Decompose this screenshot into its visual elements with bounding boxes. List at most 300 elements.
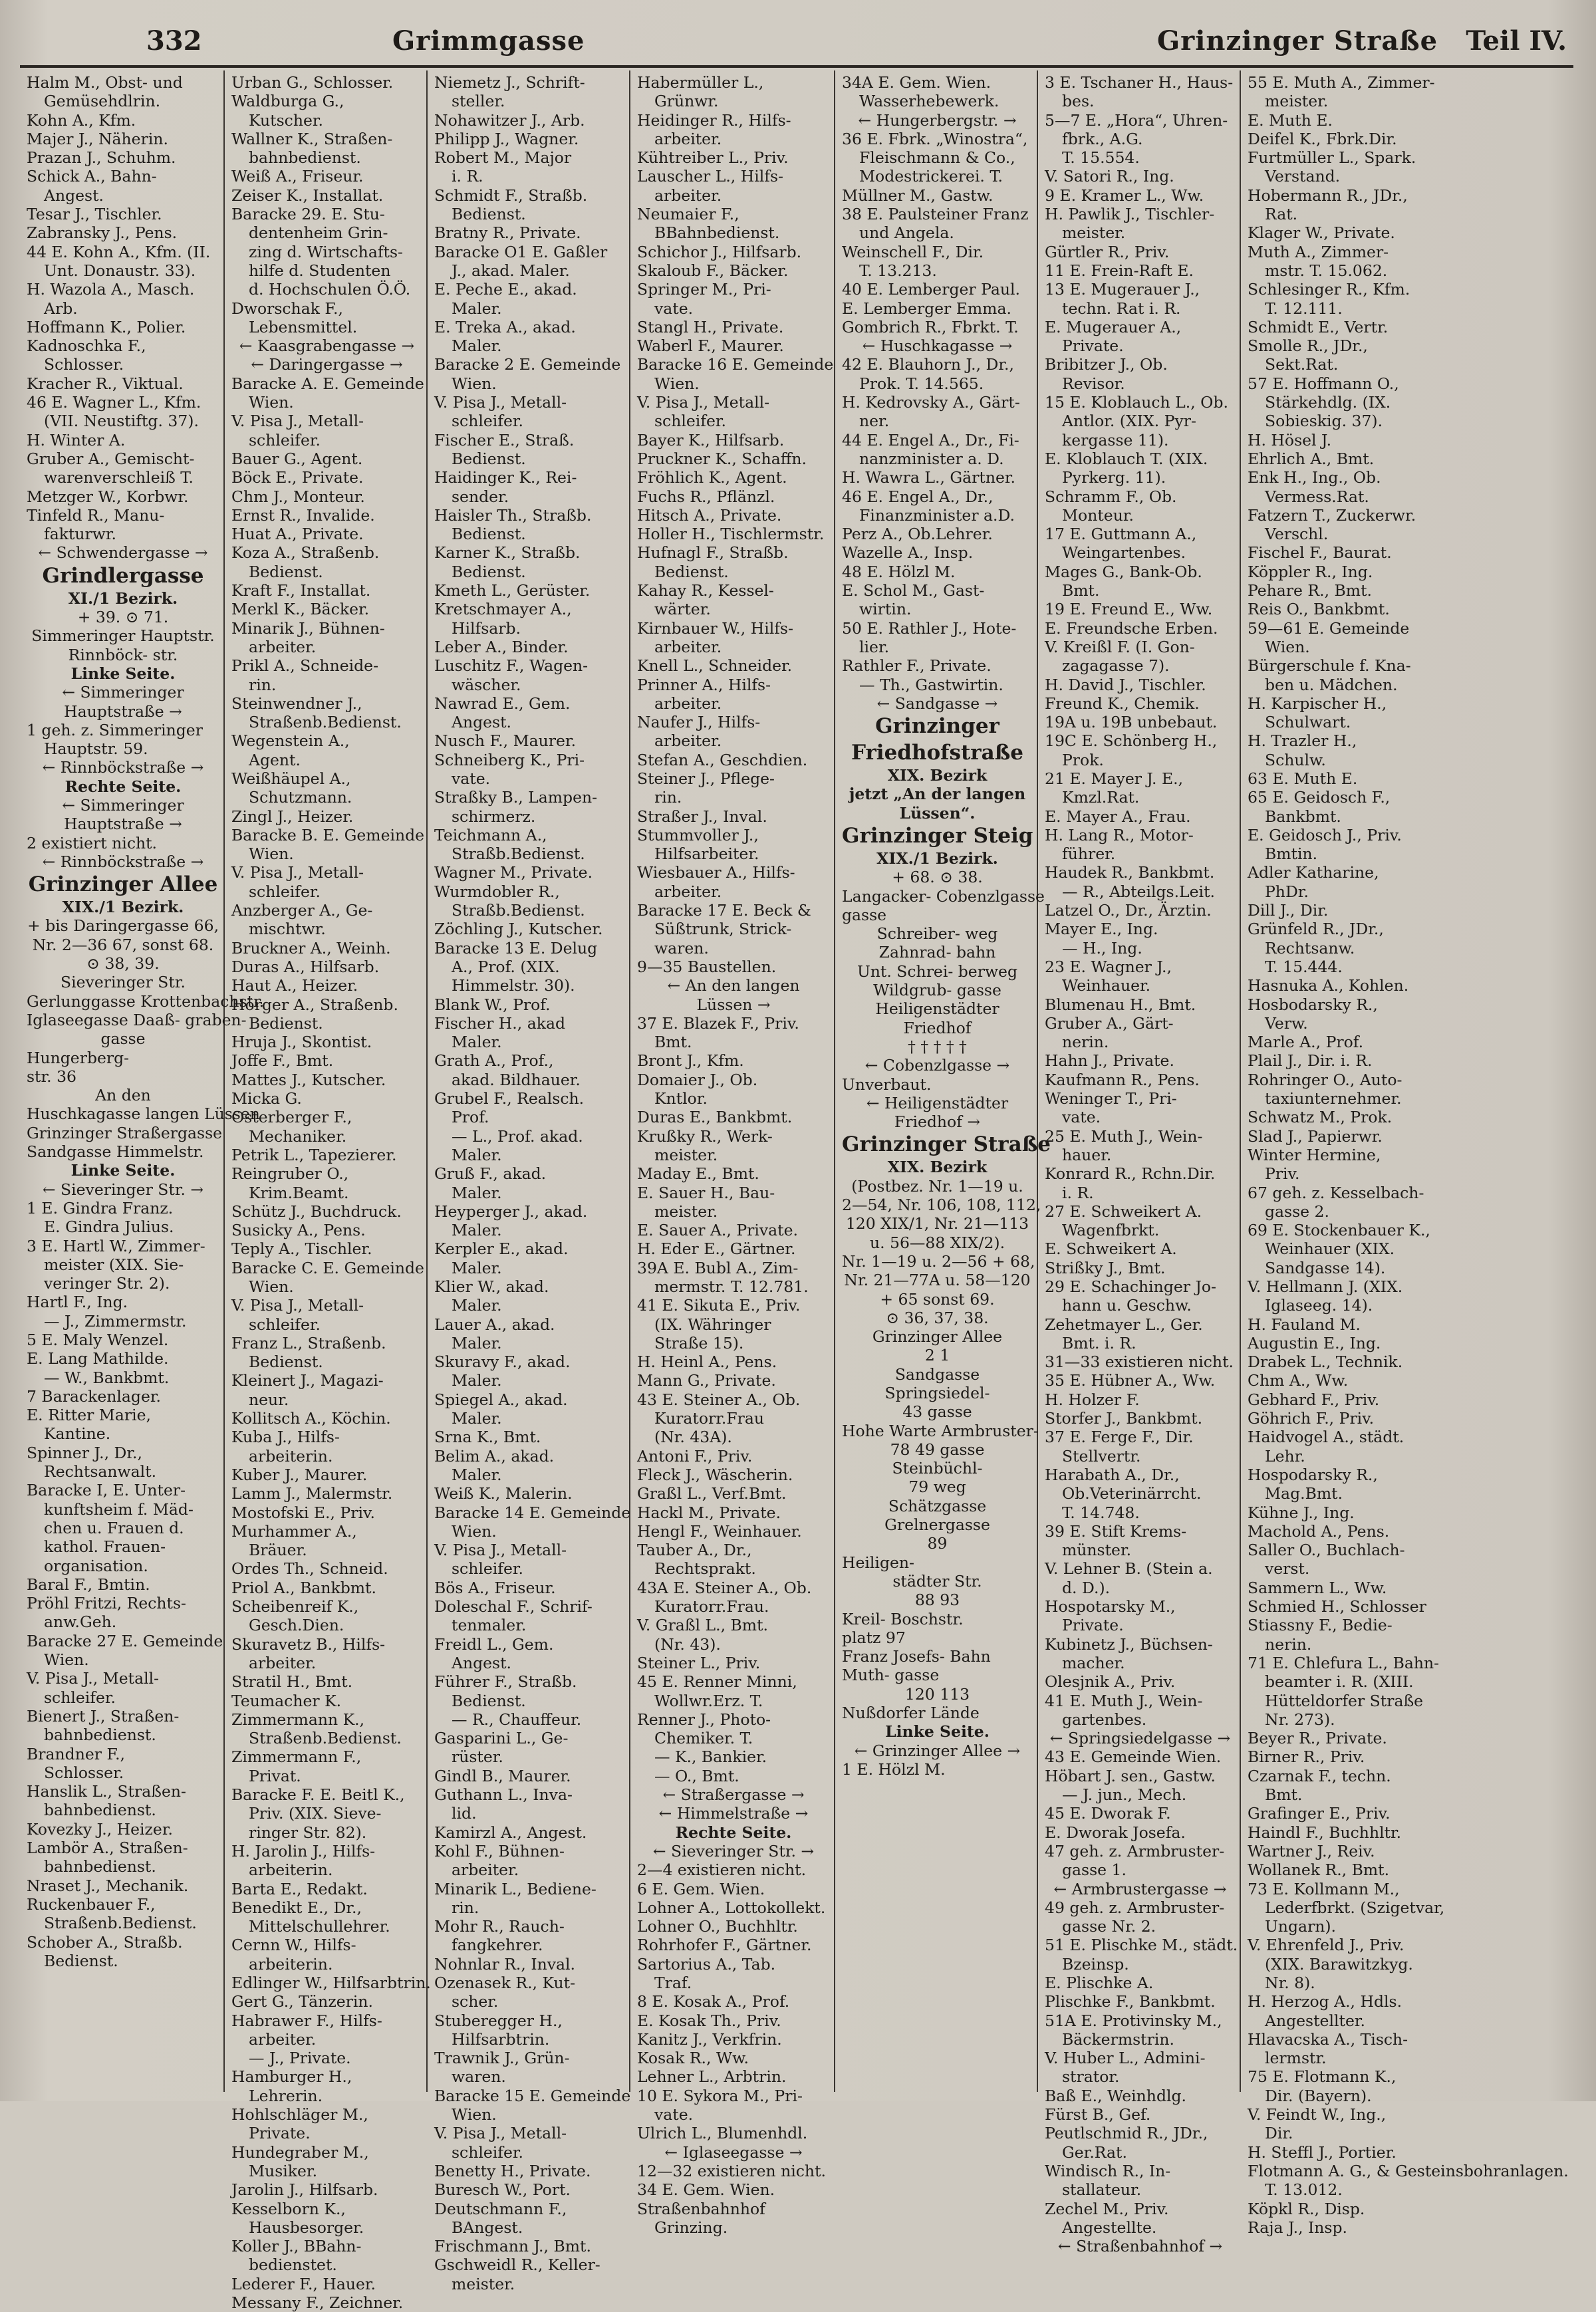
column-3 <box>428 70 631 2293</box>
entry-line: Kühtreiber L., Priv. <box>637 148 789 168</box>
entry-line: Kmeth L., Gerüster. <box>434 581 591 600</box>
entry-line: + 39. ⊙ 71. <box>77 608 169 627</box>
entry-line: Baracke I, E. Unter- <box>27 1481 186 1500</box>
entry-line: Straßenb.Bedienst. <box>249 713 402 732</box>
entry-line: Prok. <box>1062 750 1104 769</box>
entry-line: Heyperger J., akad. <box>434 1202 588 1221</box>
entry-line: 73 E. Kollmann M., <box>1248 1879 1400 1898</box>
entry-line: ⊙ 38, 39. <box>86 954 160 973</box>
entry-line: Hitsch A., Private. <box>637 505 782 525</box>
entry-line: Schichor J., Hilfsarb. <box>637 242 802 261</box>
entry-line: Stiassny F., Bedie- <box>1248 1616 1393 1635</box>
entry-line: Klier W., akad. <box>434 1277 549 1296</box>
entry-line: Hamburger H., <box>231 2067 352 2087</box>
entry-line: Mittelschullehrer. <box>249 1917 390 1936</box>
entry-line: Schlesinger R., Kfm. <box>1248 280 1410 299</box>
entry-line: schleifer. <box>452 2142 524 2162</box>
entry-line: beamter i. R. (XIII. <box>1265 1672 1414 1692</box>
entry-line: T. 13.213. <box>859 261 937 280</box>
entry-line: Verstand. <box>1265 167 1341 186</box>
entry-line: Fröhlich K., Agent. <box>637 468 787 487</box>
entry-line: Finanzminister a.D. <box>859 505 1015 525</box>
entry-line: Wien. <box>654 374 700 393</box>
entry-line: Wien. <box>452 2105 497 2124</box>
entry-line: Grubel F., Realsch. <box>434 1089 585 1108</box>
entry-line: Baracke 14 E. Gemeinde <box>434 1503 631 1522</box>
entry-line: d. D.). <box>1062 1578 1111 1597</box>
entry-line: Kuratorr.Frau. <box>654 1597 769 1616</box>
entry-line: E. Gindra Julius. <box>44 1218 174 1237</box>
entry-line: Luschitz F., Wagen- <box>434 656 589 676</box>
entry-line: Tauber A., Dr., <box>637 1541 752 1560</box>
entry-line: Drabek L., Technik. <box>1248 1352 1403 1372</box>
entry-line: Baracke 16 E. Gemeinde <box>637 355 834 374</box>
entry-line: Kreil- Boschstr. <box>842 1609 964 1628</box>
entry-line: Lauer A., akad. <box>434 1315 555 1334</box>
entry-line: scher. <box>452 1992 499 2011</box>
entry-line: Bedienst. <box>654 562 729 581</box>
entry-line: Mattes J., Kutscher. <box>231 1070 386 1089</box>
entry-line: mermstr. T. 12.781. <box>654 1277 809 1296</box>
entry-line: Bedienst. <box>249 1352 323 1372</box>
entry-line: Koller J., BBahn- <box>231 2237 362 2256</box>
entry-line: H. Eder E., Gärtner. <box>637 1239 796 1259</box>
entry-line: Latzel O., Dr., Ärztin. <box>1045 901 1212 920</box>
entry-line: Haindl F., Buchhltr. <box>1248 1823 1402 1842</box>
entry-line: zagagasse 7). <box>1062 656 1170 676</box>
entry-line: Wiesbauer A., Hilfs- <box>637 863 795 882</box>
entry-line: Angest. <box>452 1653 512 1672</box>
entry-line: Bmt. i. R. <box>1062 1333 1136 1352</box>
entry-line: Wien. <box>249 844 294 864</box>
entry-line: Fürst B., Gef. <box>1045 2105 1151 2124</box>
entry-line: arbeiter. <box>654 882 722 901</box>
entry-line: Bedienst. <box>452 205 526 224</box>
entry-line: E. Mugerauer A., <box>1045 317 1182 336</box>
entry-line: Baral F., Bmtin. <box>27 1575 150 1594</box>
entry-line: Zechel M., Priv. <box>1045 2199 1169 2218</box>
entry-line: H. Jarolin J., Hilfs- <box>231 1841 376 1861</box>
entry-line: Ordes Th., Schneid. <box>231 1559 388 1579</box>
entry-line: Baß E., Weinhdlg. <box>1045 2086 1187 2105</box>
entry-line: Straße 15). <box>654 1333 744 1352</box>
entry-line: XIX./1 Bezirk. <box>876 848 998 868</box>
entry-line: A., Prof. (XIX. <box>452 957 560 976</box>
entry-line: Gschweidl R., Keller- <box>434 2255 600 2275</box>
entry-line: warenverschleiß T. <box>44 468 194 487</box>
entry-line: Maday E., Bmt. <box>637 1164 759 1184</box>
entry-line: Chm J., Monteur. <box>231 487 365 506</box>
entry-line: Stummvoller J., <box>637 825 759 844</box>
entry-line: ← Iglaseegasse → <box>664 2142 803 2162</box>
entry-line: 44 E. Engel A., Dr., Fi- <box>842 430 1019 450</box>
entry-line: Wagenfbrkt. <box>1062 1221 1160 1240</box>
entry-line: Monteur. <box>1062 505 1134 525</box>
entry-line: Wasserhebewerk. <box>859 92 999 111</box>
entry-line: arbeiterin. <box>249 1954 333 1974</box>
entry-line: 27 E. Schweikert A. <box>1045 1202 1202 1221</box>
entry-line: Pyrkerg. 11). <box>1062 468 1166 487</box>
entry-line: E. Ritter Marie, <box>27 1406 152 1425</box>
entry-line: V. Pisa J., Metall- <box>434 2124 567 2143</box>
entry-line: Baracke B. E. Gemeinde <box>231 825 425 844</box>
entry-line: Bzeinsp. <box>1062 1954 1129 1974</box>
entry-line: Bmt. <box>1265 1785 1303 1805</box>
entry-line: 67 geh. z. Kesselbach- <box>1248 1183 1424 1202</box>
entry-line: 45 E. Renner Minni, <box>637 1672 797 1692</box>
entry-line: wärter. <box>654 600 711 619</box>
entry-line: 12—32 existieren nicht. <box>637 2161 826 2180</box>
entry-line: Höbart J. sen., Gastw. <box>1045 1766 1216 1785</box>
entry-line: Kosak R., Ww. <box>637 2049 749 2068</box>
entry-line: Frischmann J., Bmt. <box>434 2237 591 2256</box>
entry-line: Huschkagasse langen Lüssen <box>27 1104 260 1124</box>
entry-line: Domaier J., Ob. <box>637 1070 758 1089</box>
entry-line: 39 E. Stift Krems- <box>1045 1521 1187 1541</box>
entry-line: Schmied H., Schlosser <box>1248 1597 1426 1616</box>
entry-line: Reingruber O., <box>231 1164 349 1184</box>
entry-line: Hasnuka A., Kohlen. <box>1248 976 1409 995</box>
entry-line: Rat. <box>1265 205 1298 224</box>
entry-line: steller. <box>452 92 505 111</box>
entry-line: H. Karpischer H., <box>1248 694 1387 713</box>
entry-line: Ernst R., Invalide. <box>231 505 375 525</box>
entry-line: Maler. <box>452 1221 502 1240</box>
entry-line: Friedhofstraße <box>851 741 1023 765</box>
entry-line: kathol. Frauen- <box>44 1537 166 1557</box>
entry-line: Bedienst. <box>44 1951 118 1970</box>
entry-line: Grafinger E., Priv. <box>1248 1804 1391 1823</box>
entry-line: Gruber A., Gemischt- <box>27 449 195 468</box>
entry-line: H. Lang R., Motor- <box>1045 825 1194 844</box>
entry-line: waren. <box>654 938 709 958</box>
entry-line: Wien. <box>452 374 497 393</box>
entry-line: Fischer H., akad <box>434 1013 565 1033</box>
entry-line: 21 E. Mayer J. E., <box>1045 769 1184 788</box>
entry-line: H. Herzog A., Hdls. <box>1248 1992 1402 2011</box>
entry-line: PhDr. <box>1265 882 1309 901</box>
entry-line: Schulwart. <box>1265 713 1351 732</box>
entry-line: ⊙ 36, 37, 38. <box>886 1308 989 1327</box>
entry-line: Kollitsch A., Köchin. <box>231 1409 391 1428</box>
entry-line: ← Sieveringer Str. → <box>652 1841 815 1861</box>
entry-line: Nr. 21—77A u. 58—120 <box>844 1271 1031 1290</box>
entry-line: 29 E. Schachinger Jo- <box>1045 1277 1216 1296</box>
entry-line: gartenbes. <box>1062 1710 1147 1729</box>
entry-line: Metzger W., Korbwr. <box>27 487 189 506</box>
entry-line: Lederfbrkt. (Szigetvar, <box>1265 1898 1445 1917</box>
entry-line: 46 E. Wagner L., Kfm. <box>27 393 201 412</box>
entry-line: meister (XIX. Sie- <box>44 1255 184 1274</box>
entry-line: 44 E. Kohn A., Kfm. (II. <box>27 242 211 261</box>
entry-line: Gasparini L., Ge- <box>434 1729 569 1748</box>
entry-line: Spiegel A., akad. <box>434 1390 568 1409</box>
entry-line: E. Peche E., akad. <box>434 280 577 299</box>
entry-line: Fleischmann & Co., <box>859 148 1015 168</box>
entry-line: ← Sandgasse → <box>876 694 998 713</box>
entry-line: Dworschak F., <box>231 299 343 318</box>
entry-line: 69 E. Stockenbauer K., <box>1248 1221 1430 1240</box>
entry-line: + bis Daringergasse 66, <box>27 916 219 936</box>
entry-line: gasse 1. <box>1062 1861 1127 1880</box>
entry-line: Nawrad E., Gem. <box>434 694 571 713</box>
entry-line: arbeiterin. <box>249 1446 333 1466</box>
entry-line: Nohawitzer J., Arb. <box>434 110 585 130</box>
entry-line: städter Str. <box>892 1571 982 1591</box>
entry-line: Baracke C. E. Gemeinde <box>231 1258 424 1277</box>
entry-line: 51 E. Plischke M., städt. <box>1045 1936 1238 1955</box>
entry-line: vate. <box>1062 1108 1101 1127</box>
entry-line: Prazan J., Schuhm. <box>27 148 176 168</box>
entry-line: Kanitz J., Verkfrin. <box>637 2029 782 2049</box>
entry-line: 5—7 E. „Hora“, Uhren- <box>1045 110 1228 130</box>
entry-line: Enk H., Ing., Ob. <box>1248 468 1381 487</box>
entry-line: Schwatz M., Prok. <box>1248 1108 1393 1127</box>
entry-line: Sieveringer Str. <box>61 973 186 992</box>
entry-line: V. Pisa J., Metall- <box>434 1541 567 1560</box>
entry-line: Verw. <box>1265 1013 1308 1033</box>
entry-line: Kracher R., Viktual. <box>27 374 184 393</box>
entry-line: ← Grinzinger Allee → <box>854 1741 1021 1760</box>
entry-line: 48 E. Hölzl M. <box>842 562 956 581</box>
entry-line: führer. <box>1062 844 1116 864</box>
entry-line: 88 93 <box>914 1591 960 1610</box>
entry-line: Lederer F., Hauer. <box>231 2274 376 2293</box>
entry-line: V. Satori R., Ing. <box>1045 167 1174 186</box>
entry-line: 1 E. Hölzl M. <box>842 1759 946 1779</box>
entry-line: Koza A., Straßenb. <box>231 543 380 563</box>
entry-line: — R., Chauffeur. <box>452 1710 582 1729</box>
entry-line: arbeiter. <box>654 186 722 205</box>
entry-line: Antlor. (XIX. Pyr- <box>1062 412 1196 431</box>
entry-line: Doleschal F., Schrif- <box>434 1597 593 1616</box>
entry-line: Hruja J., Skontist. <box>231 1033 372 1052</box>
entry-line: Duras E., Bankbmt. <box>637 1108 793 1127</box>
entry-line: + 65 sonst 69. <box>880 1289 995 1309</box>
entry-line: Gruß F., akad. <box>434 1164 547 1184</box>
entry-line: akad. Bildhauer. <box>452 1070 581 1089</box>
entry-line: (XIX. Barawitzkyg. <box>1265 1954 1413 1974</box>
entry-line: — Th., Gastwirtin. <box>859 675 1003 694</box>
entry-line: T. 15.444. <box>1265 957 1343 976</box>
entry-line: Revisor. <box>1062 374 1125 393</box>
entry-line: Barta E., Redakt. <box>231 1879 368 1898</box>
entry-line: schleifer. <box>249 882 321 901</box>
entry-line: Schulw. <box>1265 750 1326 769</box>
entry-line: Teumacher K. <box>231 1691 342 1710</box>
entry-line: Olesjnik A., Priv. <box>1045 1672 1176 1692</box>
entry-line: Schutzmann. <box>249 788 352 807</box>
entry-line: ← Armbrustergasse → <box>1053 1879 1227 1898</box>
entry-line: Wurmdobler R., <box>434 882 560 901</box>
entry-line: 46 E. Engel A., Dr., <box>842 487 994 506</box>
entry-line: 59—61 E. Gemeinde <box>1248 618 1410 638</box>
entry-line: Bedienst. <box>452 449 526 468</box>
entry-line: und Angela. <box>859 223 954 243</box>
entry-line: chen u. Frauen d. <box>44 1518 184 1537</box>
entry-line: Stärkehdlg. (IX. <box>1265 393 1391 412</box>
entry-line: Maler. <box>452 1258 502 1277</box>
entry-line: Mayer E., Ing. <box>1045 920 1158 939</box>
entry-line: mstr. T. 15.062. <box>1265 261 1388 280</box>
entry-line: anw.Geh. <box>44 1612 117 1632</box>
entry-line: Deutschmann F., <box>434 2199 567 2218</box>
entry-line: Karner K., Straßb. <box>434 543 581 563</box>
entry-line: 3 E. Tschaner H., Haus- <box>1045 73 1234 92</box>
entry-line: Zeiser K., Installat. <box>231 186 384 205</box>
entry-line: bahnbedienst. <box>44 1857 156 1876</box>
entry-line: veringer Str. 2). <box>44 1274 170 1293</box>
entry-line: Bedienst. <box>452 1691 526 1710</box>
entry-line: Zahnrad- bahn <box>878 943 996 962</box>
entry-line: Kühne J., Ing. <box>1248 1503 1355 1522</box>
entry-line: Straßer J., Inval. <box>637 807 767 826</box>
entry-line: Lamm J., Malermstr. <box>231 1484 393 1503</box>
entry-line: Hungerberg- <box>27 1048 130 1067</box>
entry-line: 39A E. Bubl A., Zim- <box>637 1258 799 1277</box>
entry-line: Naufer J., Hilfs- <box>637 713 761 732</box>
entry-line: zing d. Wirtschafts- <box>249 242 403 261</box>
entry-line: 34 E. Gem. Wien. <box>637 2180 775 2200</box>
entry-line: lier. <box>859 637 890 656</box>
entry-line: wirtin. <box>859 600 912 619</box>
entry-line: Rohrhofer F., Gärtner. <box>637 1936 812 1955</box>
entry-line: Gerlunggasse Krottenbachstr. <box>27 991 265 1011</box>
entry-line: Kuratorr.Frau <box>654 1409 765 1428</box>
entry-line: Baracke 15 E. Gemeinde <box>434 2086 631 2105</box>
entry-line: Schreiber- weg <box>876 924 998 944</box>
entry-line: E. Geidosch J., Priv. <box>1248 825 1402 844</box>
entry-line: 2—4 existieren nicht. <box>637 1861 807 1880</box>
entry-line: Grinzinger <box>875 714 999 739</box>
entry-line: vate. <box>654 299 694 318</box>
entry-line: 37 E. Blazek F., Priv. <box>637 1013 799 1033</box>
entry-line: Krim.Beamt. <box>249 1183 349 1202</box>
entry-line: Chemiker. T. <box>654 1729 753 1748</box>
entry-line: Windisch R., In- <box>1045 2161 1171 2180</box>
entry-line: Bedienst. <box>249 1013 323 1033</box>
entry-line: Strißky J., Bmt. <box>1045 1258 1166 1277</box>
entry-line: meister. <box>452 2274 515 2293</box>
entry-line: Priv. (XIX. Sieve- <box>249 1804 382 1823</box>
entry-line: Straßenb.Bedienst. <box>249 1729 402 1748</box>
entry-line: Prikl A., Schneide- <box>231 656 379 676</box>
entry-line: Angestellte. <box>1062 2218 1157 2237</box>
entry-line: 55 E. Muth A., Zimmer- <box>1248 73 1435 92</box>
entry-line: V. Pisa J., Metall- <box>231 412 364 431</box>
entry-line: H. Wawra L., Gärtner. <box>842 468 1016 487</box>
entry-line: Franz L., Straßenb. <box>231 1333 386 1352</box>
entry-line: Grinzing. <box>654 2218 728 2237</box>
entry-line: arbeiter. <box>452 1861 519 1880</box>
entry-line: Nraset J., Mechanik. <box>27 1876 189 1895</box>
entry-line: ben u. Mädchen. <box>1265 675 1398 694</box>
entry-line: 43 E. Steiner A., Ob. <box>637 1390 801 1409</box>
entry-line: — R., Abteilgs.Leit. <box>1062 882 1215 901</box>
entry-line: Gesch.Dien. <box>249 1616 344 1635</box>
entry-line: Klager W., Private. <box>1248 223 1395 243</box>
entry-line: ← Sieveringer Str. → <box>42 1180 204 1199</box>
entry-line: An den <box>95 1086 151 1105</box>
entry-line: 71 E. Chlefura L., Bahn- <box>1248 1653 1440 1672</box>
entry-line: Agent. <box>249 750 301 769</box>
entry-line: 31—33 existieren nicht. <box>1045 1352 1234 1372</box>
entry-line: Fuchs R., Pflänzl. <box>637 487 775 506</box>
entry-line: Straßenb.Bedienst. <box>44 1914 197 1933</box>
entry-line: Grindlergasse <box>42 563 204 588</box>
entry-line: Waldburga G., <box>231 92 344 111</box>
entry-line: Baracke F. E. Beitl K., <box>231 1785 405 1805</box>
entry-line: schirmerz. <box>452 807 536 826</box>
entry-line: arbeiterin. <box>249 1861 333 1880</box>
entry-line: Baracke O1 E. Gaßler <box>434 242 608 261</box>
entry-line: Bribitzer J., Ob. <box>1045 355 1168 374</box>
entry-line: Private. <box>1062 336 1124 356</box>
entry-line: 2 existiert nicht. <box>27 833 158 852</box>
entry-line: Philipp J., Wagner. <box>434 129 579 148</box>
entry-line: Göhrich F., Priv. <box>1248 1409 1375 1428</box>
entry-line: Mostofski E., Priv. <box>231 1503 375 1522</box>
entry-line: Prof. <box>452 1108 489 1127</box>
entry-line: Ruckenbauer F., <box>27 1894 156 1914</box>
entry-line: 42 E. Blauhorn J., Dr., <box>842 355 1014 374</box>
entry-line: Sandgasse 14). <box>1265 1258 1386 1277</box>
entry-line: Stratil H., Bmt. <box>231 1672 353 1692</box>
entry-line: T. 13.012. <box>1265 2180 1343 2200</box>
entry-line: Ob.Veterinärrcht. <box>1062 1484 1202 1503</box>
entry-line: Bürgerschule f. Kna- <box>1248 656 1411 676</box>
entry-line: 43A E. Steiner A., Ob. <box>637 1578 812 1597</box>
entry-line: Beyer R., Private. <box>1248 1729 1387 1748</box>
entry-line: T. 14.748. <box>1062 1503 1140 1522</box>
entry-line: Grünwr. <box>654 92 719 111</box>
entry-line: Weiß A., Friseur. <box>231 167 364 186</box>
entry-line: fbrk., A.G. <box>1062 129 1143 148</box>
entry-line: Maler. <box>452 1371 502 1390</box>
entry-line: Heiligen- <box>842 1553 914 1572</box>
entry-line: V. Ehrenfeld J., Priv. <box>1248 1936 1404 1955</box>
entry-line: Maler. <box>452 1409 502 1428</box>
entry-line: ← Simmeringer <box>62 795 184 815</box>
entry-line: Fleck J., Wäscherin. <box>637 1465 793 1484</box>
entry-line: ← Straßenbahnhof → <box>1057 2237 1223 2256</box>
entry-line: E. Schweikert A. <box>1045 1239 1177 1259</box>
entry-line: Skuravetz B., Hilfs- <box>231 1634 386 1654</box>
entry-line: XIX. Bezirk <box>887 1158 988 1177</box>
entry-line: 79 weg <box>908 1477 966 1497</box>
entry-line: Heidinger R., Hilfs- <box>637 110 791 130</box>
entry-line: Kahay R., Kessel- <box>637 581 774 600</box>
entry-line: 43 gasse <box>902 1402 972 1422</box>
entry-line: Wildgrub- gasse <box>873 981 1001 1000</box>
entry-line: Kadnoschka F., <box>27 336 146 356</box>
entry-line: ← Simmeringer <box>62 683 184 702</box>
column-4 <box>630 70 835 2237</box>
entry-line: Lauscher L., Hilfs- <box>637 167 783 186</box>
entry-line: — H., Ing. <box>1062 938 1142 958</box>
entry-line: nanzminister a. D. <box>859 449 1004 468</box>
entry-line: 15 E. Kloblauch L., Ob. <box>1045 393 1228 412</box>
entry-line: Mann G., Private. <box>637 1371 776 1390</box>
entry-line: Grinzinger Straßergasse <box>27 1123 223 1142</box>
entry-line: Mag.Bmt. <box>1265 1484 1343 1503</box>
entry-line: Springsiedel- <box>884 1384 990 1402</box>
entry-line: Musiker. <box>249 2161 318 2180</box>
entry-line: E. Sauer H., Bau- <box>637 1183 775 1202</box>
entry-line: Gindl B., Maurer. <box>434 1766 571 1785</box>
entry-line: Jarolin J., Hilfsarb. <box>231 2180 378 2200</box>
entry-line: 1 geh. z. Simmeringer <box>27 720 203 739</box>
